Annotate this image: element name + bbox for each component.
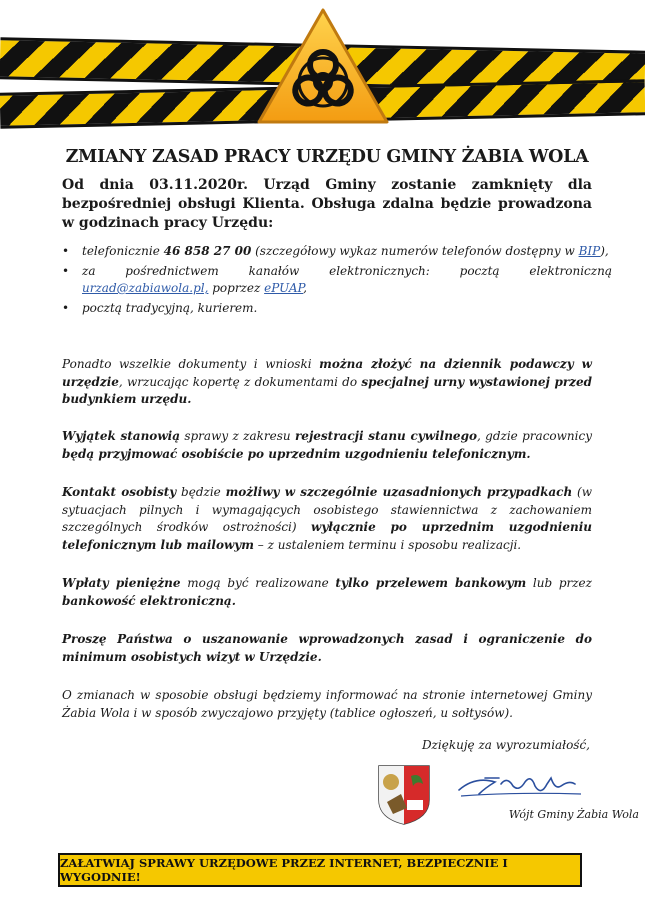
signatory-text: Wójt Gminy Żabia Wola [508, 808, 639, 821]
paragraph-exception: Wyjątek stanowią sprawy z zakresu rejestracji stanu cywilnego, gdzie pracownicy będą przyjmować osobiście po uprzednim uzgodnieniu telefonicznym. [62, 429, 592, 461]
paragraph-personal-contact: Kontakt osobisty będzie możliwy w szczególnie uzasadnionych przypadkach (w sytuacjach pilnych i wymagających osobistego stawiennictwa z zachowaniem szczególnych środków ostrożności) wyłącznie po uprzednim uzgodnieniu telefonicznym lub mailowym – z ustaleniem terminu i sposobu realizacji. [62, 485, 592, 552]
paragraph-information: O zmianach w sposobie obsługi będziemy informować na stronie internetowej Gminy Żabia Wola i w sposób zwyczajowo przyjęty (tablice ogłoszeń, u sołtysów). [62, 688, 592, 720]
paragraph-payments: Wpłaty pieniężne mogą być realizowane tylko przelewem bankowym lub przez bankowość elektroniczną. [62, 576, 592, 608]
list-item-phone: • telefonicznie 46 858 27 00 (szczegółowy wykaz numerów telefonów dostępny w BIP), [82, 243, 612, 260]
page-title: ZMIANY ZASAD PRACY URZĘDU GMINY ŻABIA WOLA [65, 147, 589, 167]
epuap-link[interactable]: ePUAP [264, 281, 304, 295]
paragraph-documents: Ponadto wszelkie dokumenty i wnioski można złożyć na dziennik podawczy w urzędzie, wrzucając kopertę z dokumentami do specjalnej urny wystawionej przed budynkiem urzędu. [62, 357, 592, 406]
bip-link[interactable]: BIP [578, 244, 601, 258]
paragraph-request: Proszę Państwa o uszanowanie wprowadzonych zasad i ograniczenie do minimum osobistych wizyt w Urzędzie. [62, 632, 592, 664]
channels-list [62, 243, 612, 320]
phone-number: 46 858 27 00 [163, 244, 252, 258]
coat-of-arms-icon [377, 764, 431, 826]
bottom-banner: ZAŁATWIAJ SPRAWY URZĘDOWE PRZEZ INTERNET, BEZPIECZNIE I WYGODNIE! [58, 853, 582, 887]
signature-image [455, 768, 585, 802]
thanks-text: Dziękuję za wyrozumiałość, [421, 738, 590, 752]
list-item-traditional: • pocztą tradycyjną, kurierem. [82, 300, 612, 317]
biohazard-warning-icon [255, 6, 391, 128]
email-link[interactable]: urzad@zabiawola.pl, [82, 281, 209, 295]
intro-text: Od dnia 03.11.2020r. Urząd Gminy zostanie zamknięty dla bezpośredniej obsługi Klienta. Obsługa zdalna będzie prowadzona w godzinach pracy Urzędu: [62, 177, 592, 231]
list-item-electronic: • za pośrednictwem kanałów elektronicznych: pocztą elektroniczną urzad@zabiawola.pl, poprzez ePUAP, [82, 263, 612, 297]
